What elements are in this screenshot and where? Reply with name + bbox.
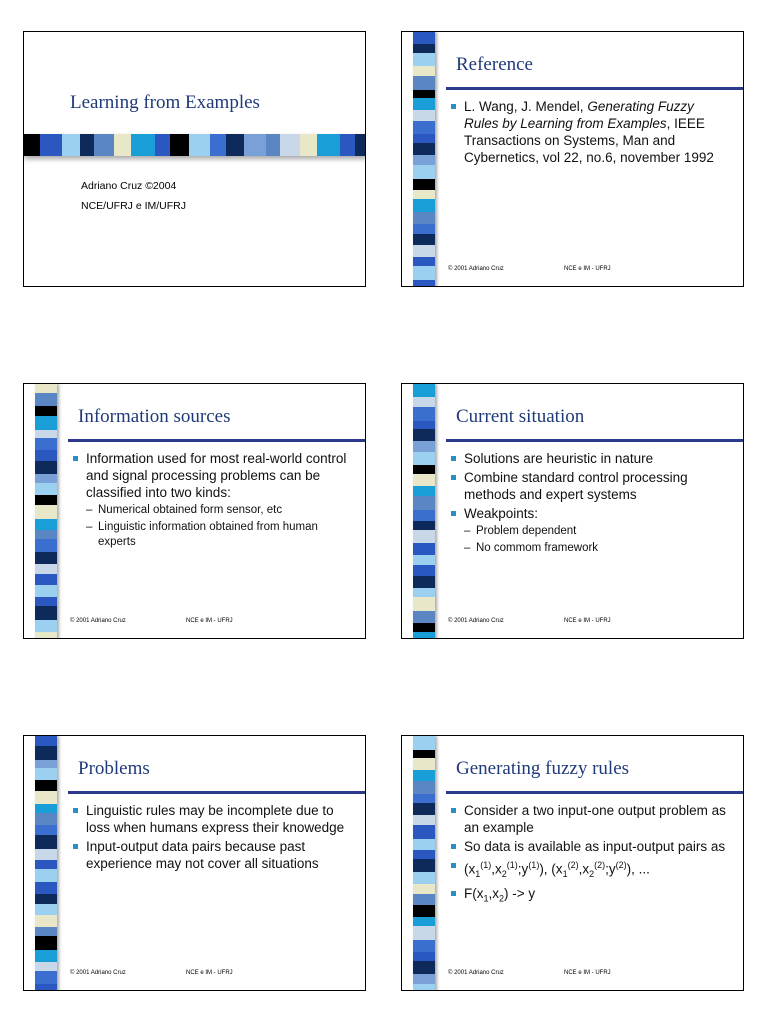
slide-title: Generating fuzzy rules xyxy=(456,758,630,779)
footer-copyright: © 2001 Adriano Cruz xyxy=(70,970,126,976)
bullet-item: Linguistic rules may be incomplete due to loss when humans express their knowedge xyxy=(72,802,353,836)
slide-body xyxy=(450,98,731,168)
slide-current-situation xyxy=(401,383,744,639)
title-rule xyxy=(446,87,743,90)
footer-institution: NCE e IM - UFRJ xyxy=(186,618,233,624)
slide-body xyxy=(72,450,353,550)
sub-item: – Problem dependent xyxy=(464,525,577,537)
slide-generating-fuzzy-rules xyxy=(401,735,744,991)
author-line: Adriano Cruz ©2004 xyxy=(81,180,177,192)
footer-institution: NCE e IM - UFRJ xyxy=(564,970,611,976)
bullet-formula-function: $F(x_1,x_2) -> y$ xyxy=(450,885,731,908)
slide-title: Problems xyxy=(78,758,150,779)
bullet-item: So data is available as input-output pairs as xyxy=(450,838,731,855)
slide-title: Reference xyxy=(456,54,533,75)
decorative-stripe xyxy=(413,736,435,991)
decorative-stripe xyxy=(35,384,57,639)
title-rule xyxy=(68,791,365,794)
slide-problems xyxy=(23,735,366,991)
slide-cover xyxy=(23,31,366,287)
slide-information-sources xyxy=(23,383,366,639)
bullet-item: Information used for most real-world control and signal processing problems can be classified into two kinds: xyxy=(72,450,353,501)
title-rule xyxy=(446,791,743,794)
bullet-item: Combine standard control processing methods and expert systems xyxy=(450,469,731,503)
footer-copyright: © 2001 Adriano Cruz xyxy=(70,618,126,624)
decorative-stripe xyxy=(413,384,435,639)
bullet-formula-pairs: $(x_1^{(1)},x_2^{(1)};y^{(1)})$, $(x_1^{(2)},x_2^{(2)};y^{(2)})$, ... xyxy=(450,857,731,883)
decorative-stripe xyxy=(24,134,366,156)
footer-institution: NCE e IM - UFRJ xyxy=(564,618,611,624)
sub-item: – No commom framework xyxy=(464,542,599,554)
slide-title: Information sources xyxy=(78,406,231,427)
title-rule xyxy=(446,439,743,442)
sub-item: – Numerical obtained form sensor, etc xyxy=(86,504,283,516)
footer-copyright: © 2001 Adriano Cruz xyxy=(448,266,504,272)
bullet-item: Input-output data pairs because past experience may not cover all situations xyxy=(72,838,353,872)
footer-institution: NCE e IM - UFRJ xyxy=(564,266,611,272)
slide-title: Learning from Examples xyxy=(70,92,260,113)
slide-body xyxy=(450,802,731,910)
bullet-item: Consider a two input-one output problem as an example xyxy=(450,802,731,836)
footer-institution: NCE e IM - UFRJ xyxy=(186,970,233,976)
footer-copyright: © 2001 Adriano Cruz xyxy=(448,618,504,624)
slide-body xyxy=(72,802,353,874)
footer-copyright: © 2001 Adriano Cruz xyxy=(448,970,504,976)
bullet-item: Weakpoints: xyxy=(450,505,731,522)
decorative-stripe xyxy=(413,32,435,287)
affiliation-line: NCE/UFRJ e IM/UFRJ xyxy=(81,200,186,212)
slide-reference xyxy=(401,31,744,287)
sub-item: – Linguistic information obtained from human experts xyxy=(86,521,318,548)
slide-title: Current situation xyxy=(456,406,585,427)
slide-body xyxy=(450,450,731,556)
bullet-item: Solutions are heuristic in nature xyxy=(450,450,731,467)
title-rule xyxy=(68,439,365,442)
bullet-item: L. Wang, J. Mendel, Generating Fuzzy Rules by Learning from Examples, IEEE Transactions on Systems, Man and Cybernetics, vol 22, no.6, november 1992 xyxy=(450,98,731,166)
decorative-stripe xyxy=(35,736,57,991)
